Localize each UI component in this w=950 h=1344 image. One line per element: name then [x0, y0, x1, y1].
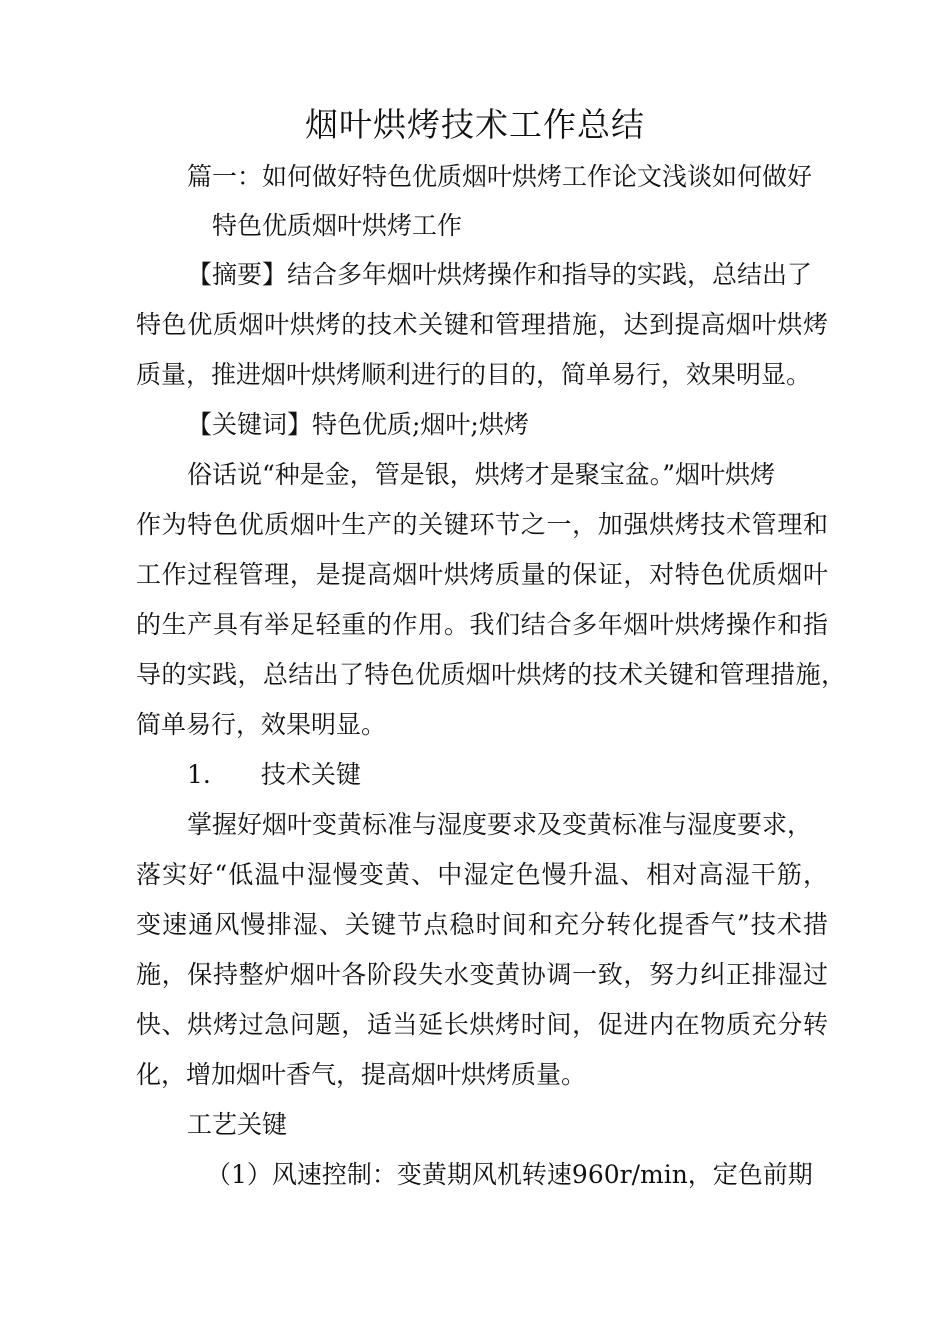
- section-heading-process-key: 工艺关键: [187, 1110, 288, 1139]
- abstract-line-1: 【摘要】结合多年烟叶烘烤操作和指导的实践，总结出了: [187, 260, 813, 289]
- abstract-line-3: 质量，推进烟叶烘烤顺利进行的目的，简单易行，效果明显。: [136, 360, 812, 389]
- list-item-wind-speed: （1）风速控制：变黄期风机转速960r/min，定色前期: [206, 1160, 813, 1189]
- paragraph-2-line-4: 施，保持整炉烟叶各阶段失水变黄协调一致，努力纠正排湿过: [136, 960, 828, 989]
- subtitle-line-2: 特色优质烟叶烘烤工作: [212, 211, 463, 240]
- paragraph-2-line-6: 化，增加烟叶香气，提高烟叶烘烤质量。: [136, 1060, 587, 1089]
- paragraph-2-line-5: 快、烘烤过急问题，适当延长烘烤时间，促进内在物质充分转: [136, 1010, 828, 1039]
- paragraph-1-line-6: 简单易行，效果明显。: [136, 710, 387, 739]
- paragraph-1-line-2: 作为特色优质烟叶生产的关键环节之一，加强烘烤技术管理和: [136, 510, 828, 539]
- document-title: 烟叶烘烤技术工作总结: [305, 105, 645, 144]
- paragraph-2-line-1: 掌握好烟叶变黄标准与湿度要求及变黄标准与湿度要求，: [187, 810, 813, 839]
- paragraph-1-line-5: 导的实践，总结出了特色优质烟叶烘烤的技术关键和管理措施，: [136, 660, 846, 689]
- keywords-line: 【关键词】特色优质;烟叶;烘烤: [187, 410, 529, 439]
- paragraph-2-line-3: 变速通风慢排湿、关键节点稳时间和充分转化提香气”技术措: [136, 910, 828, 939]
- paragraph-1-line-1: 俗话说“种是金，管是银，烘烤才是聚宝盆。”烟叶烘烤: [187, 460, 776, 489]
- paragraph-1-line-4: 的生产具有举足轻重的作用。我们结合多年烟叶烘烤操作和指: [136, 610, 828, 639]
- paragraph-1-line-3: 工作过程管理，是提高烟叶烘烤质量的保证，对特色优质烟叶: [136, 560, 828, 589]
- paragraph-2-line-2: 落实好“低温中湿慢变黄、中湿定色慢升温、相对高湿干筋，: [136, 860, 828, 889]
- section-heading-technical-key: 1. 技术关键: [187, 760, 361, 789]
- subtitle-line-1: 篇一：如何做好特色优质烟叶烘烤工作论文浅谈如何做好: [187, 162, 813, 191]
- abstract-line-2: 特色优质烟叶烘烤的技术关键和管理措施，达到提高烟叶烘烤: [136, 310, 828, 339]
